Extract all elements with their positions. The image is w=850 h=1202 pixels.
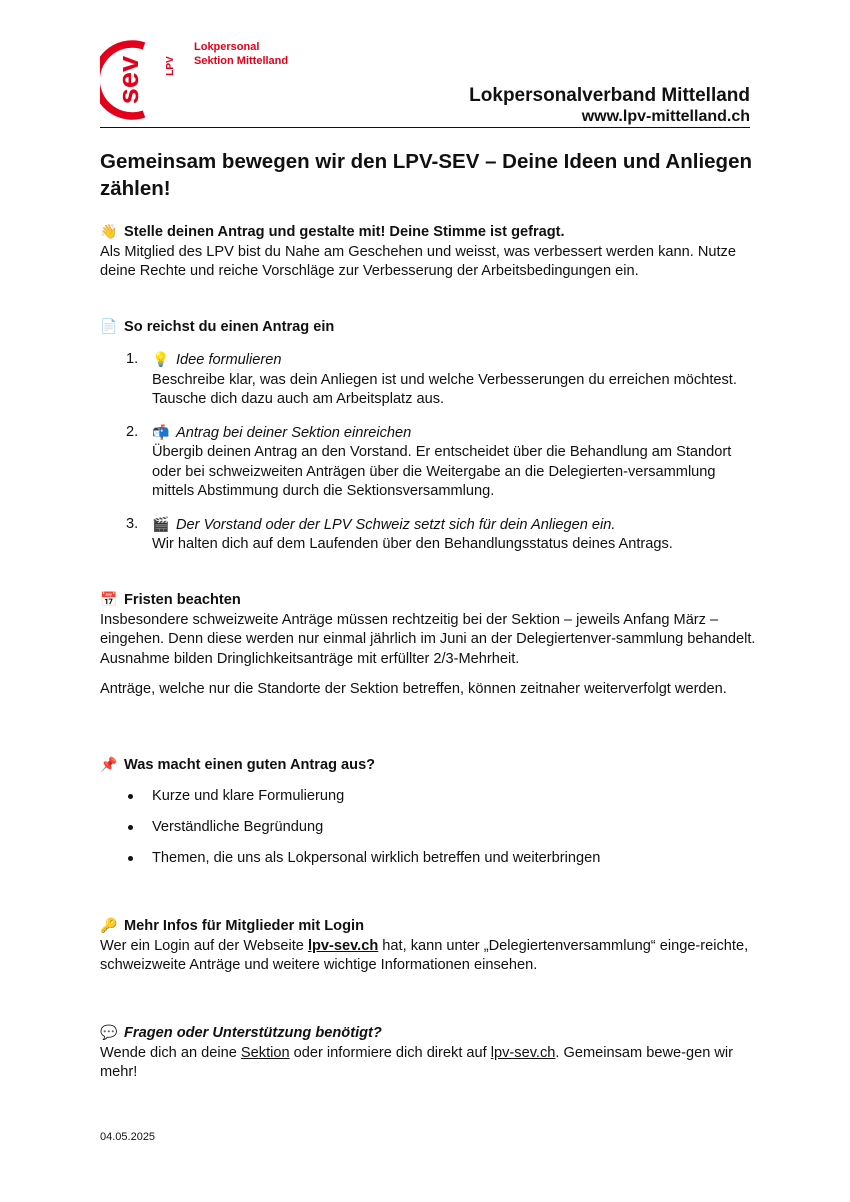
- svg-text:sev: sev: [113, 55, 145, 105]
- list-item-text: Kurze und klare Formulierung: [152, 788, 345, 804]
- intro-section: [100, 222, 760, 282]
- header-divider: [100, 127, 750, 128]
- clapperboard-icon: 🎬: [152, 515, 170, 532]
- howto-heading: [100, 317, 760, 338]
- step-text: Beschreibe klar, was dein Anliegen ist und welche Verbesserungen du erreichen möchtest. Tausche dich dazu auch am Arbeitsplatz aus.: [152, 371, 737, 407]
- lpv-sev-link[interactable]: lpv-sev.ch: [490, 1044, 556, 1061]
- lpv-sev-link[interactable]: lpv-sev.ch: [307, 937, 379, 954]
- hand-wave-icon: 👋: [100, 223, 118, 239]
- sev-lpv-logo: [100, 38, 190, 120]
- login-text: Wer ein Login auf der Webseite lpv-sev.ch hat, kann unter „Delegiertenversammlung“ einge-reichte, schweizweite Anträge und weitere wichtige Informationen einsehen.: [100, 937, 749, 973]
- list-item-text: Themen, die uns als Lokpersonal wirklich betreffen und weiterbringen: [152, 850, 601, 866]
- step-item: [126, 515, 756, 555]
- lightbulb-icon: 💡: [152, 351, 170, 367]
- deadlines-title: Fristen beachten: [124, 592, 241, 608]
- svg-text:LPV: LPV: [165, 56, 176, 76]
- intro-title: Stelle deinen Antrag und gestalte mit! Deine Stimme ist gefragt.: [124, 224, 565, 240]
- sektion-link[interactable]: Sektion: [240, 1044, 290, 1061]
- deadlines-text-2: Anträge, welche nur die Standorte der Sektion betreffen, können zeitnaher weiterverfolgt werden.: [100, 681, 727, 697]
- good-title: Was macht einen guten Antrag aus?: [124, 757, 376, 773]
- deadlines-text-1: Insbesondere schweizweite Anträge müssen rechtzeitig bei der Sektion – jeweils Anfang März – eingehen. Denn diese werden nur einmal jährlich im Juni an der Delegiertenver-sammlung behandelt. Ausnahme bilden Dringlichkeitsanträge mit erfüllter 2/3-Mehrheit.: [100, 611, 756, 667]
- howto-title: So reichst du einen Antrag ein: [124, 319, 335, 335]
- login-section: [100, 916, 760, 976]
- help-title: Fragen oder Unterstützung benötigt?: [124, 1025, 382, 1041]
- intro-text: Als Mitglied des LPV bist du Nahe am Geschehen und weisst, was verbessert werden kann. Nutze deine Rechte und reiche Vorschläge zur Verbesserung der Arbeitsbedingungen ein.: [100, 243, 736, 279]
- list-item-text: Verständliche Begründung: [152, 819, 324, 835]
- header-url[interactable]: www.lpv-mittelland.ch: [581, 108, 750, 125]
- help-section: [100, 1023, 760, 1083]
- mailbox-icon: 📬: [152, 423, 170, 440]
- speech-bubble-icon: 💬: [100, 1024, 118, 1040]
- calendar-icon: 📅: [100, 591, 118, 607]
- page-title: Gemeinsam bewegen wir den LPV-SEV – Deine Ideen und Anliegen zählen!: [100, 150, 752, 200]
- step-number: 3.: [126, 515, 139, 532]
- document-date: 04.05.2025: [100, 1131, 156, 1143]
- org-name-line2: Sektion Mittelland: [194, 55, 289, 67]
- key-icon: 🔑: [100, 917, 118, 933]
- step-title: Der Vorstand oder der LPV Schweiz setzt sich für dein Anliegen ein.: [176, 516, 616, 533]
- good-list: [126, 787, 746, 880]
- login-title: Mehr Infos für Mitglieder mit Login: [124, 918, 364, 934]
- step-title: Idee formulieren: [176, 352, 282, 368]
- help-text: Wende dich an deine Sektion oder informiere dich direkt auf lpv-sev.ch. Gemeinsam bewe-gen wir mehr!: [100, 1044, 734, 1080]
- header-right: [469, 85, 750, 127]
- document-icon: 📄: [100, 318, 118, 334]
- list-item: [126, 818, 746, 838]
- good-heading: [100, 755, 760, 776]
- step-item: [126, 350, 756, 410]
- steps-list: [126, 350, 756, 568]
- header-title: Lokpersonalverband Mittelland: [469, 85, 750, 106]
- org-name-line1: Lokpersonal: [194, 41, 260, 53]
- step-text: Wir halten dich auf dem Laufenden über den Behandlungsstatus deines Antrags.: [152, 536, 673, 552]
- step-number: 2.: [126, 423, 139, 440]
- org-name: [194, 40, 288, 68]
- list-item: [126, 849, 746, 869]
- list-item: [126, 787, 746, 807]
- step-number: 1.: [126, 351, 139, 367]
- pushpin-icon: 📌: [100, 756, 118, 772]
- step-title: Antrag bei deiner Sektion einreichen: [176, 424, 412, 441]
- step-item: [126, 423, 756, 502]
- step-text: Übergib deinen Antrag an den Vorstand. Er entscheidet über die Behandlung am Standort oder bei schweizweiten Anträgen über die Weitergabe an die Delegierten-versammlung mittels Abstimmung durch die Sektionsversammlung.: [152, 444, 732, 499]
- deadlines-section: [100, 590, 760, 700]
